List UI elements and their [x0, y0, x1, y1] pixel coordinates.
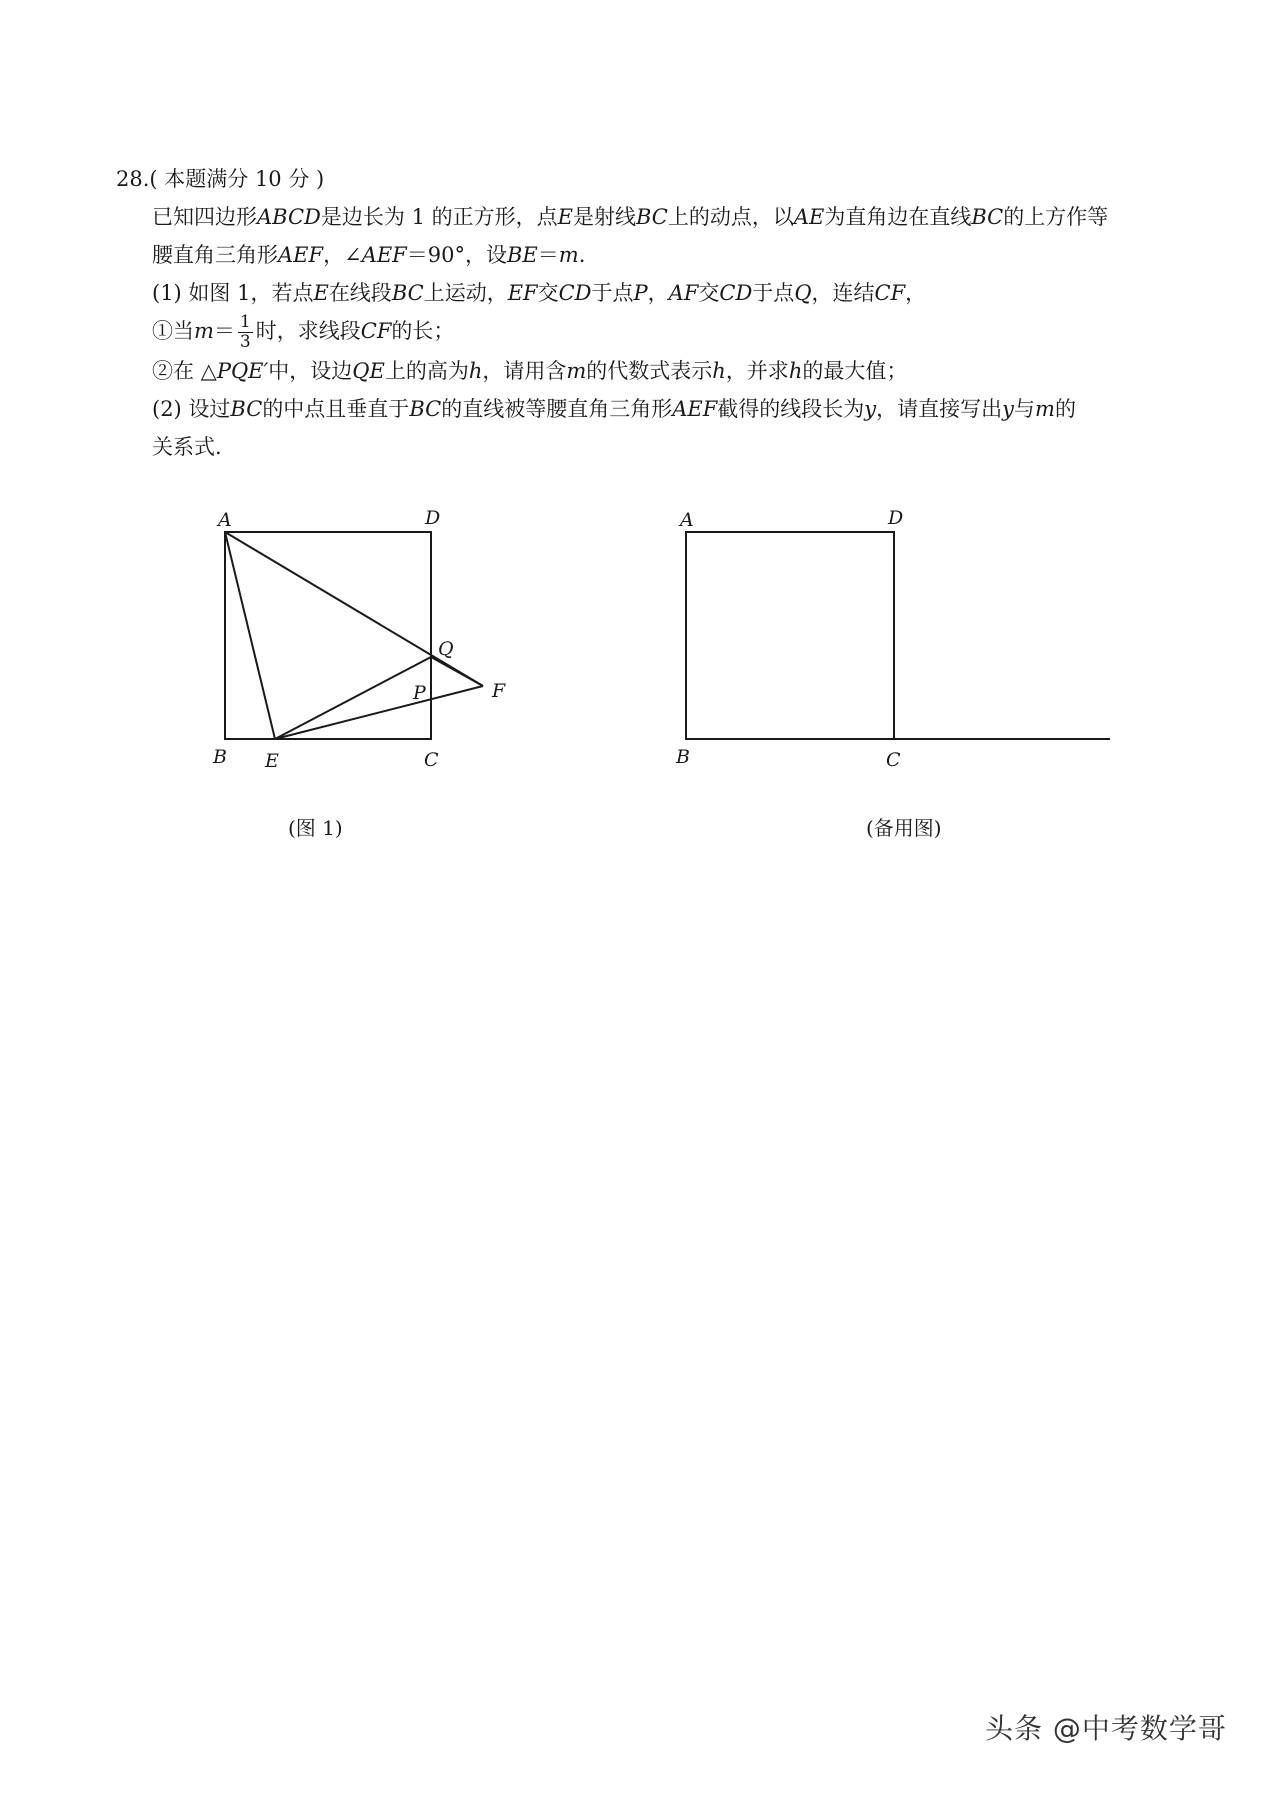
part-2-line-2: 关系式. — [152, 435, 222, 459]
label-p: P — [413, 682, 426, 704]
label-a: A — [218, 509, 232, 531]
part-1-intro: (1) 如图 1，若点E在线段BC上运动，EF交CD于点P，AF交CD于点Q，连结CF， — [152, 281, 927, 305]
question-stem-line-1: 已知四边形ABCD是边长为 1 的正方形，点E是射线BC上的动点，以AE为直角边在直线BC的上方作等 — [152, 205, 1109, 229]
segment-ae — [225, 532, 275, 739]
segment-eq — [275, 657, 431, 739]
sub-question-1: ①当m＝ $\frac{1}{3}$ 时，求线段CF的长； — [152, 312, 455, 352]
figure-1-svg — [0, 0, 1280, 900]
segment-qf — [431, 657, 483, 686]
fraction-one-third: $\frac{1}{3}$ — [239, 312, 251, 352]
part-2-line-1: (2) 设过BC的中点且垂直于BC的直线被等腰直角三角形AEF截得的线段长为y，请直接写出y与m的 — [152, 397, 1076, 421]
label-b: B — [213, 746, 227, 768]
backup-figure-caption: (备用图) — [866, 816, 942, 840]
sub-question-2: ②在 △PQE′中，设边QE上的高为h，请用含m的代数式表示h，并求h的最大值； — [152, 359, 908, 383]
label-f: F — [492, 680, 506, 702]
label-e: E — [265, 750, 279, 772]
label-c: C — [424, 749, 439, 771]
backup-label-b: B — [676, 746, 690, 768]
backup-label-d: D — [888, 507, 904, 529]
question-stem-line-2: 腰直角三角形AEF，∠AEF＝90°，设BE＝m. — [152, 243, 586, 267]
backup-label-a: A — [680, 509, 694, 531]
figure-1-caption: (图 1) — [288, 816, 343, 840]
label-q: Q — [438, 638, 454, 660]
segment-af — [225, 532, 483, 686]
backup-label-c: C — [886, 749, 901, 771]
backup-square-abcd — [686, 532, 894, 739]
label-d: D — [425, 507, 441, 529]
segment-ef — [275, 686, 483, 739]
watermark: 头条 @中考数学哥 — [985, 1712, 1227, 1745]
question-number: 28. — [116, 167, 150, 191]
score-note: ( 本题满分 10 分 ) — [149, 167, 325, 191]
